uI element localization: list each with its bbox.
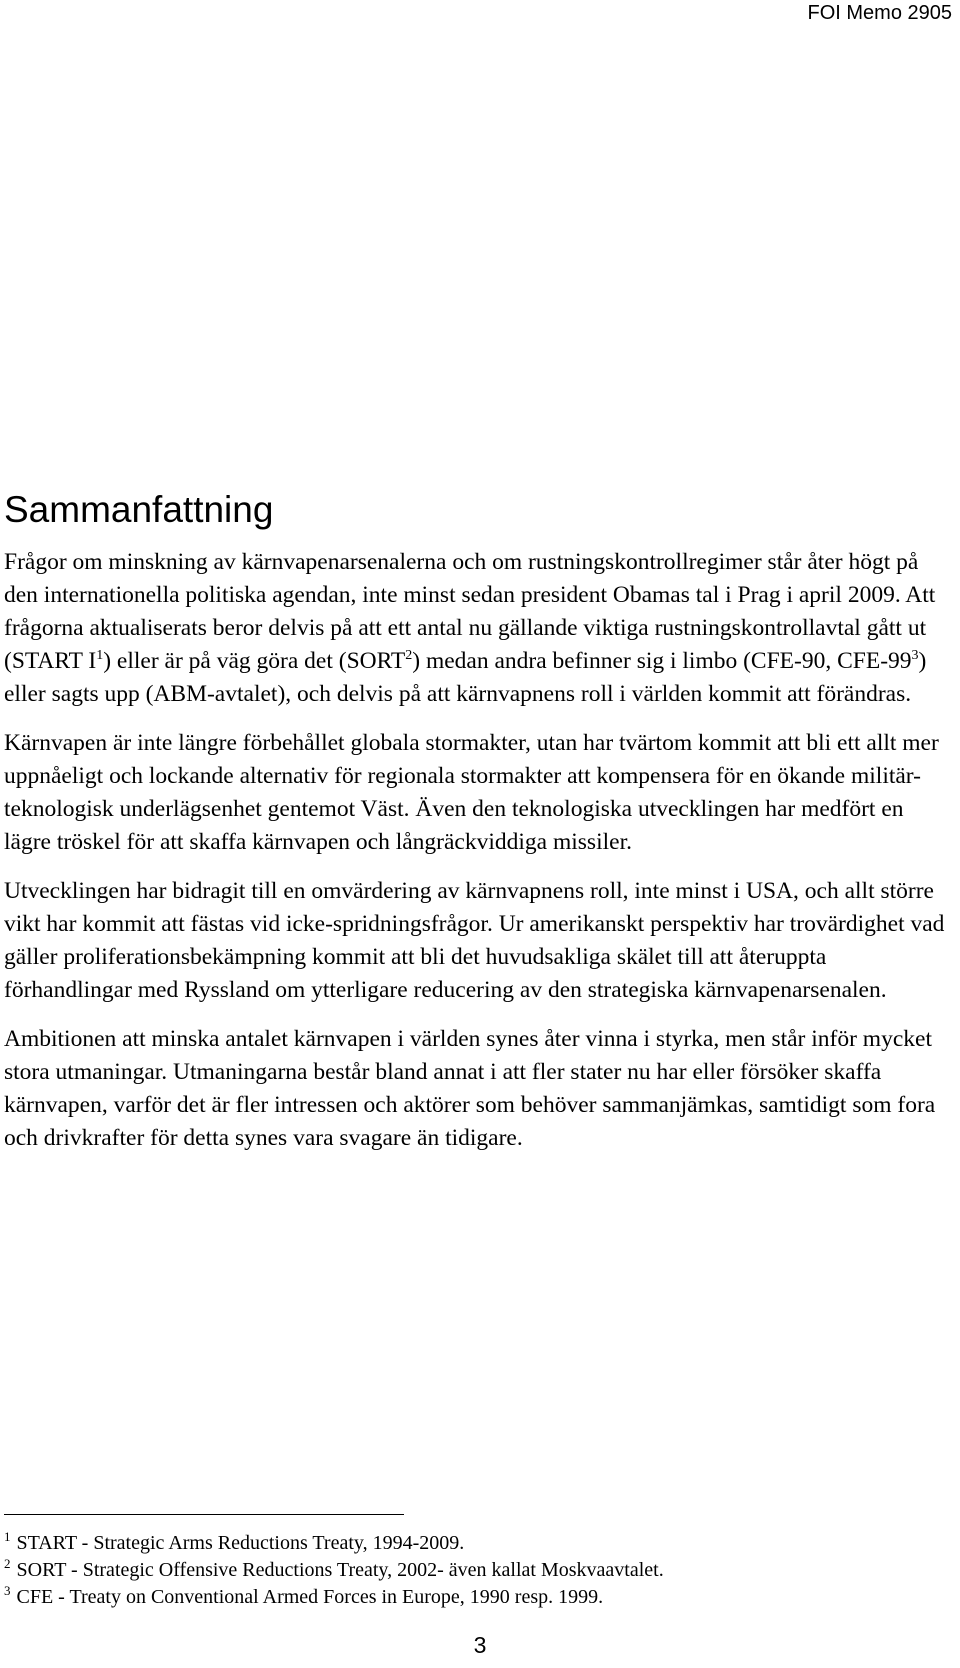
- page-header: FOI Memo 2905: [807, 2, 952, 24]
- footnote-text: START - Strategic Arms Reductions Treaty, 1994-2009.: [16, 1532, 465, 1554]
- footnote-text: SORT - Strategic Offensive Reductions Treaty, 2002- även kallat Moskvaavtalet.: [16, 1559, 664, 1581]
- footnote-2: [4, 1557, 944, 1584]
- footnote-ref-3: 3: [911, 648, 919, 664]
- paragraph-1-part-c: ) medan andra befinner sig i limbo (CFE-90, CFE-99: [412, 648, 912, 674]
- summary-body: [4, 546, 956, 1171]
- paragraph-1-part-a: Frågor om minskning av kärnvapenarsenalerna och om rustningskontrollregimer står åter högt på den internationella politiska agendan, inte minst sedan president Obamas tal i Prag i april 2009. Att frågorna aktualiserats beror delvis på att ett antal nu gällande viktiga rustningskontrollavtal gått ut (START I: [4, 549, 936, 674]
- paragraph-3: Utvecklingen har bidragit till en omvärdering av kärnvapnens roll, inte minst i USA, och allt större vikt har kommit att fästas vid icke-spridningsfrågor. Ur amerikanskt perspektiv har trovärdighet vad gäller proliferationsbekämpning kommit att bli det huvudsakliga skälet till att återuppta förhandlingar med Ryssland om ytterligare reducering av den strategiska kärnvapenarsenalen.: [4, 878, 945, 1003]
- paragraph-1-part-b: ) eller är på väg göra det (SORT: [103, 648, 406, 674]
- footnote-divider: [4, 1514, 404, 1515]
- footnote-number: 1: [4, 1529, 11, 1545]
- paragraph-4: Ambitionen att minska antalet kärnvapen i världen synes åter vinna i styrka, men står inför mycket stora utmaningar. Utmaningarna består bland annat i att fler stater nu har eller försöker skaffa kärnvapen, varför det är fler intressen och aktörer som behöver sammanjämkas, samtidigt som fora och drivkrafter för detta synes vara svagare än tidigare.: [4, 1026, 936, 1151]
- footnotes: [4, 1530, 944, 1611]
- section-heading: Sammanfattning: [4, 489, 274, 530]
- footnote-ref-2: 2: [405, 648, 413, 664]
- footnote-number: 3: [4, 1583, 11, 1599]
- paragraph-1: [4, 546, 956, 711]
- footnote-ref-1: 1: [96, 648, 104, 664]
- page-number: 3: [473, 1632, 487, 1658]
- footnote-3: [4, 1584, 944, 1611]
- footnote-1: [4, 1530, 944, 1557]
- footnote-text: CFE - Treaty on Conventional Armed Forces in Europe, 1990 resp. 1999.: [16, 1586, 604, 1608]
- footnote-number: 2: [4, 1556, 11, 1572]
- paragraph-1-part-d: ) eller sagts upp (ABM-avtalet), och delvis på att kärnvapnens roll i världen kommit att förändras.: [4, 648, 927, 707]
- paragraph-2: Kärnvapen är inte längre förbehållet globala stormakter, utan har tvärtom kommit att bli ett allt mer uppnåeligt och lockande alternativ för regionala stormakter att kompensera för en ökande militär-teknologisk underlägsenhet gentemot Väst. Även den teknologiska utvecklingen har medfört en lägre tröskel för att skaffa kärnvapen och långräckviddiga missiler.: [4, 730, 939, 855]
